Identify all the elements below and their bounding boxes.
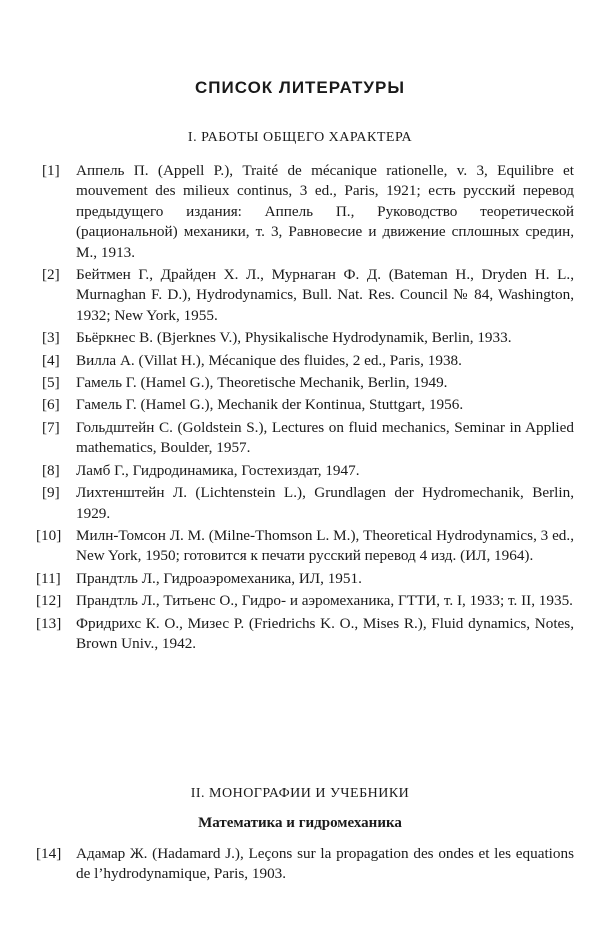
reference-number: [3] (42, 329, 60, 347)
reference-text: Прандтль Л., Титьенс О., Гидро- и аэромеханика, ГТТИ, т. I, 1933; т. II, 1935. (76, 592, 573, 610)
reference-number: [13] (36, 614, 62, 632)
reference-number: [7] (42, 418, 60, 436)
reference-item (0, 569, 600, 589)
reference-number: [8] (42, 461, 60, 479)
reference-item (0, 395, 600, 415)
reference-text: Бьёркнес В. (Bjerknes V.), Physikalische Hydrodynamik, Berlin, 1933. (76, 329, 512, 347)
reference-number: [9] (42, 484, 60, 502)
reference-text: Лихтенштейн Л. (Lichtenstein L.), Grundlagen der Hydromechanik, Berlin, 1929. (76, 484, 574, 522)
reference-item (0, 265, 600, 326)
reference-item (0, 351, 600, 371)
reference-number: [6] (42, 396, 60, 414)
section-heading-general: I. РАБОТЫ ОБЩЕГО ХАРАКТЕРА (187, 130, 413, 145)
reference-text: Милн-Томсон Л. М. (Milne-Thomson L. M.), Theoretical Hydrodynamics, 3 ed., New York, 1950; готовится к печати русский перевод 4 изд. (ИЛ, 1964). (76, 526, 574, 565)
reference-item (0, 328, 600, 348)
page-title: СПИСОК ЛИТЕРАТУРЫ (195, 78, 405, 97)
reference-item (0, 614, 600, 655)
reference-text: Бейтмен Г., Драйден Х. Л., Мурнаган Ф. Д. (Bateman H., Dryden H. L., Murnaghan F. D.), Hydrodynamics, Bull. Nat. Res. Council № 84, Washington, 1932; New York, 1955. (76, 266, 574, 324)
reference-text: Прандтль Л., Гидроаэромеханика, ИЛ, 1951. (76, 569, 362, 587)
reference-text: Аппель П. (Appell P.), Traité de mécanique rationelle, v. 3, Equilibre et mouvement des milieux continus, 3 ed., Paris, 1921; есть русский перевод предыдущего издания: Аппель П., Руководство теоретической (рациональной) механики, т. 3, Равновесие и движение сплошных средин, М., 1913. (76, 162, 574, 261)
reference-number: [10] (36, 526, 62, 544)
reference-number: [5] (42, 374, 60, 392)
reference-item (0, 591, 600, 611)
reference-item (0, 373, 600, 393)
reference-text: Фридрихс К. О., Мизес Р. (Friedrichs K. O., Mises R.), Fluid dynamics, Notes, Brown Univ., 1942. (76, 614, 574, 652)
reference-item (0, 483, 600, 524)
reference-number: [2] (42, 266, 60, 284)
reference-item (0, 461, 600, 481)
reference-text: Ламб Г., Гидродинамика, Гостехиздат, 1947. (76, 461, 360, 479)
section-heading-monographs: II. МОНОГРАФИИ И УЧЕБНИКИ (190, 786, 410, 801)
reference-item (0, 418, 600, 459)
reference-number: [11] (36, 569, 61, 587)
reference-item (0, 526, 600, 567)
reference-text: Гамель Г. (Hamel G.), Mechanik der Kontinua, Stuttgart, 1956. (76, 396, 464, 414)
reference-text: Гольдштейн С. (Goldstein S.), Lectures on fluid mechanics, Seminar in Applied mathematics, Boulder, 1957. (76, 418, 574, 457)
reference-number: [12] (36, 592, 62, 610)
reference-list-monographs (0, 844, 600, 885)
reference-text: Вилла А. (Villat H.), Mécanique des fluides, 2 ed., Paris, 1938. (76, 351, 462, 369)
subsection-heading: Математика и гидромеханика (198, 815, 402, 831)
reference-item (0, 161, 600, 263)
reference-item (0, 844, 600, 885)
reference-number: [1] (42, 162, 60, 179)
reference-list-general (0, 161, 600, 654)
reference-number: [14] (36, 845, 62, 862)
reference-number: [4] (42, 351, 60, 369)
reference-text: Адамар Ж. (Hadamard J.), Leçons sur la propagation des ondes et les equations de l’hydrodynamique, Paris, 1903. (76, 845, 574, 883)
reference-text: Гамель Г. (Hamel G.), Theoretische Mechanik, Berlin, 1949. (76, 374, 448, 392)
